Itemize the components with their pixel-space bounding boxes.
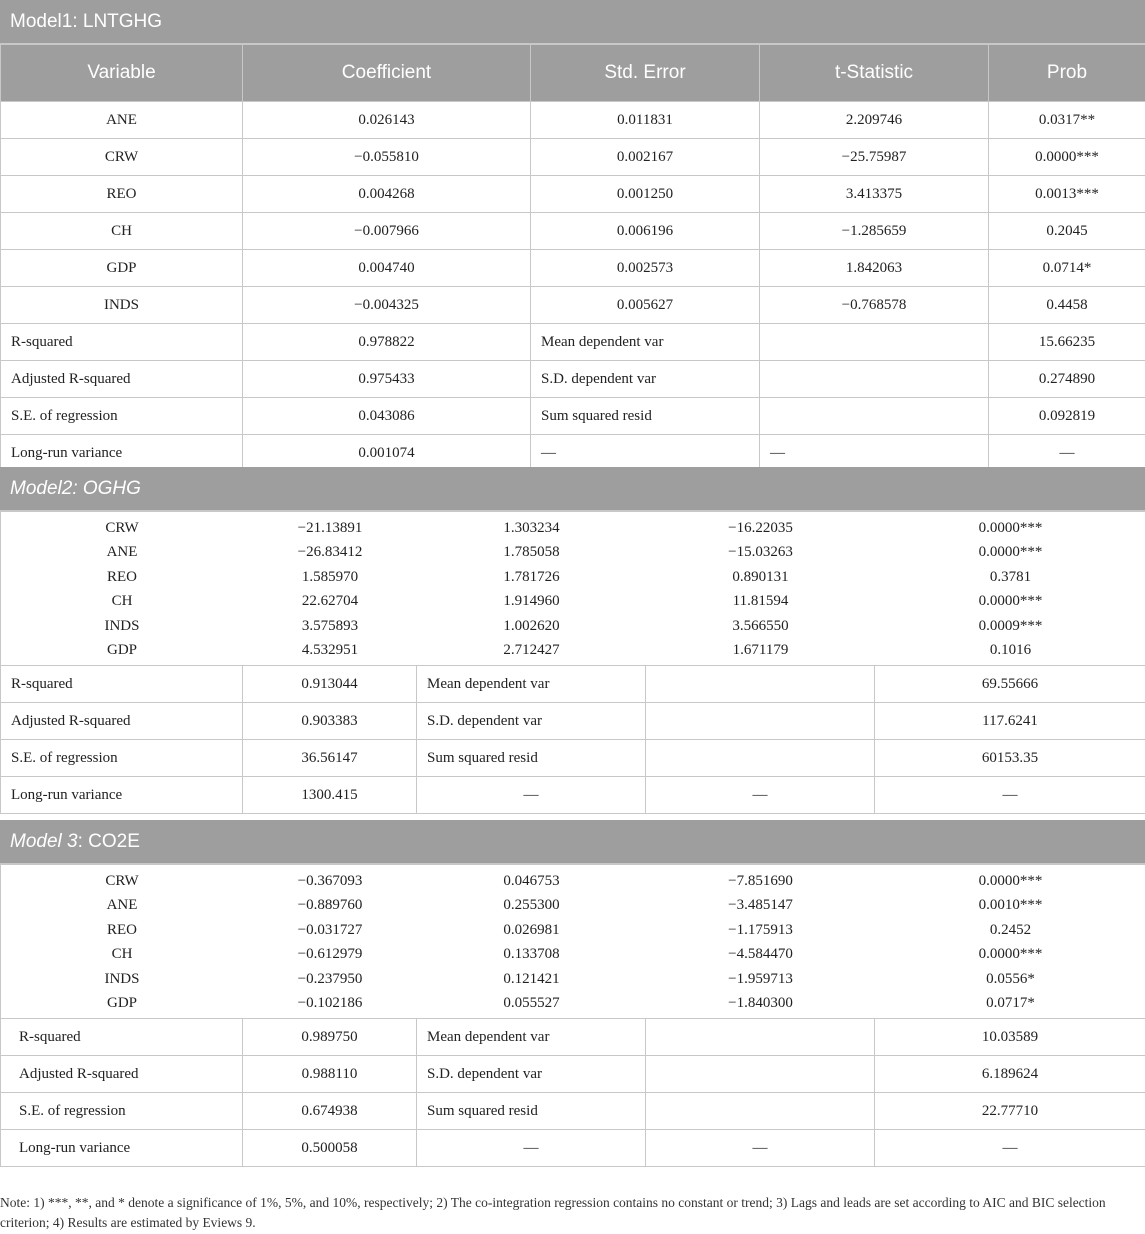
table-row: [1, 176, 1145, 213]
std-error-cell: 0.055527: [503, 995, 560, 1012]
stat-row: [1, 666, 1145, 703]
std-error-cell: 0.005627: [531, 287, 760, 324]
stat-label-2: Sum squared resid: [417, 1093, 646, 1130]
std-error-cell: 0.255300: [503, 897, 560, 914]
stat-value-2: 22.77710: [875, 1093, 1145, 1130]
stat-value: 0.674938: [243, 1093, 417, 1130]
stat-value-2: 0.092819: [989, 398, 1145, 435]
stat-dash: —: [531, 435, 760, 472]
coefficient-cell: −0.612979: [297, 946, 363, 963]
variable-cell: CRW: [105, 519, 139, 536]
variable-cell: INDS: [1, 287, 243, 324]
stat-value: 36.56147: [243, 740, 417, 777]
stat-dash: —: [875, 777, 1145, 814]
t-statistic-cell: 1.671179: [732, 642, 789, 659]
stat-row: [1, 435, 1145, 472]
variable-cell: GDP: [106, 995, 137, 1012]
coefficient-cell: 0.026143: [243, 102, 531, 139]
stat-dash: —: [989, 435, 1145, 472]
prob-cell: 0.0013***: [989, 176, 1145, 213]
stat-label-2: S.D. dependent var: [417, 703, 646, 740]
stat-label: Adjusted R-squared: [1, 703, 243, 740]
stat-row: [1, 1130, 1145, 1167]
model3-table: [0, 864, 1145, 1167]
t-statistic-cell: 3.566550: [732, 617, 789, 634]
stat-value: 0.975433: [243, 361, 531, 398]
variable-cell: ANE: [106, 897, 138, 914]
stat-label: R-squared: [1, 1019, 243, 1056]
coefficient-block: [1, 865, 1145, 1019]
stat-label: S.E. of regression: [1, 740, 243, 777]
header-coefficient: Coefficient: [243, 45, 531, 102]
stat-value-2: 6.189624: [875, 1056, 1145, 1093]
coefficient-block: [1, 512, 1145, 666]
table-row: [1, 639, 1145, 664]
stat-label: S.E. of regression: [1, 398, 243, 435]
stat-label-2: Mean dependent var: [417, 1019, 646, 1056]
table-row: [1, 250, 1145, 287]
stat-empty: [760, 398, 989, 435]
table-row: [1, 614, 1145, 639]
variable-cell: REO: [107, 568, 137, 585]
table-row: [1, 992, 1145, 1017]
table-row: [1, 541, 1145, 566]
stat-value: 0.913044: [243, 666, 417, 703]
stat-row: [1, 361, 1145, 398]
stat-row: [1, 1056, 1145, 1093]
std-error-cell: 0.002167: [531, 139, 760, 176]
header-std-error: Std. Error: [531, 45, 760, 102]
prob-cell: 0.0000***: [989, 139, 1145, 176]
coefficient-cell: −0.367093: [297, 872, 363, 889]
stat-label-2: S.D. dependent var: [531, 361, 760, 398]
table-row: [1, 869, 1145, 894]
stat-value: 0.043086: [243, 398, 531, 435]
table-row: [1, 287, 1145, 324]
prob-cell: 0.4458: [989, 287, 1145, 324]
table-row: [1, 102, 1145, 139]
coefficient-cell: −0.102186: [297, 995, 363, 1012]
t-statistic-cell: −15.03263: [728, 544, 793, 561]
std-error-cell: 1.914960: [503, 593, 560, 610]
stat-label: Long-run variance: [1, 777, 243, 814]
t-statistic-cell: −16.22035: [728, 519, 793, 536]
std-error-cell: 2.712427: [503, 642, 560, 659]
coefficient-cell: 3.575893: [301, 617, 359, 634]
stat-row: [1, 703, 1145, 740]
stat-empty: [646, 1019, 875, 1056]
t-statistic-cell: 11.81594: [732, 593, 789, 610]
stat-value-2: 69.55666: [875, 666, 1145, 703]
variable-cell: GDP: [106, 642, 137, 659]
std-error-cell: 0.001250: [531, 176, 760, 213]
t-statistic-cell: −0.768578: [760, 287, 989, 324]
prob-cell: 0.0317**: [989, 102, 1145, 139]
coefficient-cell: −0.007966: [243, 213, 531, 250]
stat-empty: [646, 703, 875, 740]
std-error-cell: 0.133708: [503, 946, 560, 963]
model3-title: [0, 820, 1145, 864]
model1-header-row: [1, 45, 1145, 102]
t-statistic-cell: 1.842063: [760, 250, 989, 287]
prob-cell: 0.0010***: [978, 897, 1043, 914]
coefficient-cell: −0.031727: [297, 921, 363, 938]
table-note: Note: 1) ***, **, and * denote a significance of 1%, 5%, and 10%, respectively; 2) The co-integration regression contains no constant or trend; 3) Lags and leads are set according to AIC and BIC selection criterion; 4) Results are estimated by Eviews 9.: [0, 1195, 1106, 1230]
stat-value-2: 10.03589: [875, 1019, 1145, 1056]
prob-cell: 0.0714*: [989, 250, 1145, 287]
std-error-cell: 1.303234: [503, 519, 560, 536]
stat-empty: [646, 1093, 875, 1130]
t-statistic-cell: −4.584470: [728, 946, 793, 963]
stat-label-2: Mean dependent var: [417, 666, 646, 703]
model1-table: [0, 44, 1145, 472]
table-row: [1, 213, 1145, 250]
std-error-cell: 0.121421: [503, 970, 560, 987]
t-statistic-cell: 0.890131: [732, 568, 789, 585]
coefficient-cell: 22.62704: [301, 593, 359, 610]
std-error-cell: 0.006196: [531, 213, 760, 250]
stat-dash: —: [417, 1130, 646, 1167]
table-row: [1, 590, 1145, 615]
stat-empty: [646, 740, 875, 777]
prob-cell: 0.0000***: [978, 946, 1043, 963]
coefficient-cell: −21.13891: [297, 519, 363, 536]
t-statistic-cell: −1.959713: [728, 970, 793, 987]
coefficient-cell: 0.004740: [243, 250, 531, 287]
coefficient-cell: −26.83412: [297, 544, 363, 561]
t-statistic-cell: −25.75987: [760, 139, 989, 176]
stat-label: Long-run variance: [1, 435, 243, 472]
coefficient-cell: −0.889760: [297, 897, 363, 914]
variable-cell: CRW: [105, 872, 139, 889]
stat-value-2: 117.6241: [875, 703, 1145, 740]
variable-cell: INDS: [104, 617, 140, 634]
stat-value: 0.988110: [243, 1056, 417, 1093]
variable-cell: REO: [1, 176, 243, 213]
coefficient-cell: −0.055810: [243, 139, 531, 176]
stat-empty: [646, 1056, 875, 1093]
stat-empty: [760, 324, 989, 361]
stat-row: [1, 1019, 1145, 1056]
coefficient-cell: 1.585970: [301, 568, 359, 585]
variable-cell: REO: [107, 921, 137, 938]
prob-cell: 0.2045: [989, 213, 1145, 250]
stat-value-2: 60153.35: [875, 740, 1145, 777]
prob-cell: 0.0000***: [978, 519, 1043, 536]
stat-dash: —: [417, 777, 646, 814]
stat-label: R-squared: [1, 324, 243, 361]
prob-cell: 0.0717*: [986, 995, 1035, 1012]
std-error-cell: 0.002573: [531, 250, 760, 287]
std-error-cell: 0.011831: [531, 102, 760, 139]
variable-cell: CRW: [1, 139, 243, 176]
stat-row: [1, 740, 1145, 777]
prob-cell: 0.0000***: [978, 872, 1043, 889]
t-statistic-cell: 3.413375: [760, 176, 989, 213]
prob-cell: 0.2452: [989, 921, 1032, 938]
variable-cell: INDS: [104, 970, 140, 987]
t-statistic-cell: −1.175913: [728, 921, 793, 938]
prob-cell: 0.3781: [989, 568, 1032, 585]
model3-title-rest: : CO2E: [77, 830, 140, 852]
coefficient-cell: 4.532951: [301, 642, 359, 659]
stat-label: Adjusted R-squared: [1, 361, 243, 398]
stat-empty: [760, 361, 989, 398]
stat-value-2: 0.274890: [989, 361, 1145, 398]
stat-empty: [646, 666, 875, 703]
std-error-cell: 1.785058: [503, 544, 560, 561]
t-statistic-cell: −7.851690: [728, 872, 793, 889]
stat-label-2: Mean dependent var: [531, 324, 760, 361]
stat-value: 0.989750: [243, 1019, 417, 1056]
stat-label-2: Sum squared resid: [531, 398, 760, 435]
model1-title-text: Model1: LNTGHG: [10, 10, 163, 32]
stat-label: Adjusted R-squared: [1, 1056, 243, 1093]
coefficient-cell: −0.004325: [243, 287, 531, 324]
table-row: [1, 894, 1145, 919]
stat-row: [1, 324, 1145, 361]
variable-cell: GDP: [1, 250, 243, 287]
coefficient-cell: 0.004268: [243, 176, 531, 213]
stat-value: 1300.415: [243, 777, 417, 814]
table-row: [1, 139, 1145, 176]
table-row: [1, 516, 1145, 541]
stat-row: [1, 1093, 1145, 1130]
variable-cell: CH: [1, 213, 243, 250]
prob-cell: 0.0000***: [978, 544, 1043, 561]
model2-table: [0, 511, 1145, 814]
stat-row: [1, 777, 1145, 814]
stat-value: 0.903383: [243, 703, 417, 740]
header-prob: Prob: [989, 45, 1145, 102]
table-row: [1, 918, 1145, 943]
t-statistic-cell: 2.209746: [760, 102, 989, 139]
model2-title-text: Model2: OGHG: [10, 477, 141, 499]
prob-cell: 0.0009***: [978, 617, 1043, 634]
header-variable: Variable: [1, 45, 243, 102]
t-statistic-cell: −1.840300: [728, 995, 793, 1012]
prob-cell: 0.0556*: [986, 970, 1035, 987]
stat-label: Long-run variance: [1, 1130, 243, 1167]
stat-label-2: Sum squared resid: [417, 740, 646, 777]
std-error-cell: 1.781726: [503, 568, 560, 585]
variable-cell: CH: [111, 946, 133, 963]
prob-cell: 0.1016: [989, 642, 1032, 659]
table-row: [1, 967, 1145, 992]
variable-cell: CH: [111, 593, 133, 610]
header-t-statistic: t-Statistic: [760, 45, 989, 102]
stat-label: R-squared: [1, 666, 243, 703]
variable-cell: ANE: [106, 544, 138, 561]
std-error-cell: 0.026981: [503, 921, 560, 938]
stat-dash: —: [875, 1130, 1145, 1167]
model1-title: [0, 0, 1145, 44]
t-statistic-cell: −1.285659: [760, 213, 989, 250]
std-error-cell: 0.046753: [503, 872, 560, 889]
prob-cell: 0.0000***: [978, 593, 1043, 610]
coefficient-cell: −0.237950: [297, 970, 363, 987]
stat-dash: —: [646, 777, 875, 814]
model3-title-italic: Model 3: [10, 830, 78, 852]
stat-row: [1, 398, 1145, 435]
stat-label-2: S.D. dependent var: [417, 1056, 646, 1093]
stat-value: 0.500058: [243, 1130, 417, 1167]
stat-value-2: 15.66235: [989, 324, 1145, 361]
stat-label: S.E. of regression: [1, 1093, 243, 1130]
stat-value: 0.001074: [243, 435, 531, 472]
table-row: [1, 943, 1145, 968]
model3-title-text: [10, 831, 140, 853]
stat-dash: —: [646, 1130, 875, 1167]
model2-title: [0, 467, 1145, 511]
std-error-cell: 1.002620: [503, 617, 560, 634]
stat-dash: —: [760, 435, 989, 472]
table-row: [1, 565, 1145, 590]
t-statistic-cell: −3.485147: [728, 897, 793, 914]
variable-cell: ANE: [1, 102, 243, 139]
stat-value: 0.978822: [243, 324, 531, 361]
